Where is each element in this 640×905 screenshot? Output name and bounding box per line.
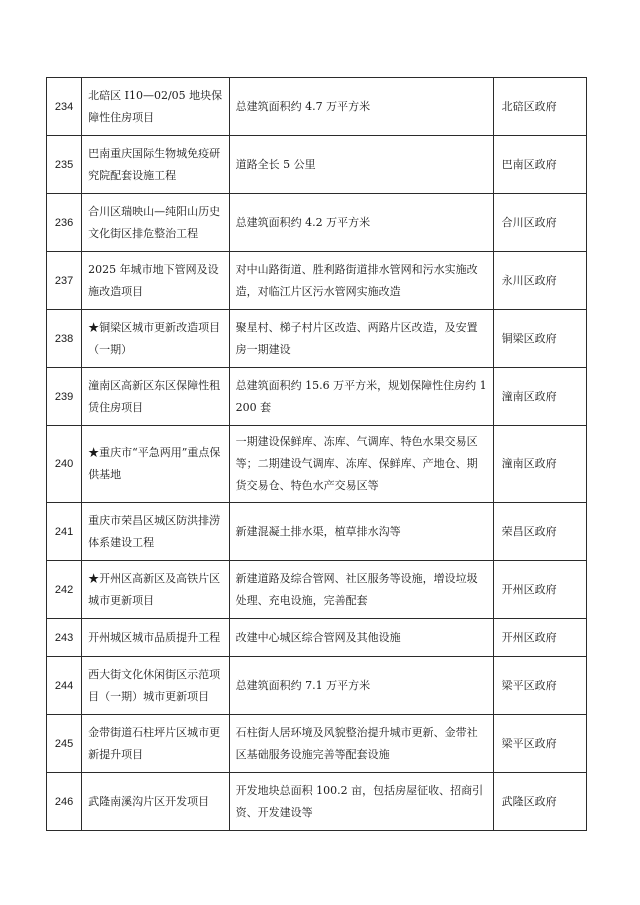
responsible-unit: 梁平区政府 [493,715,586,773]
project-name: 重庆市荣昌区城区防洪排涝体系建设工程 [82,503,230,561]
row-number: 242 [47,561,82,619]
table-row [47,715,587,773]
project-name: 北碚区 I10—02/05 地块保障性住房项目 [82,78,230,136]
table-row [47,503,587,561]
project-name: 武隆南溪沟片区开发项目 [82,773,230,831]
project-content: 对中山路街道、胜利路街道排水管网和污水实施改造，对临江片区污水管网实施改造 [229,252,493,310]
project-content: 新建道路及综合管网、社区服务等设施，增设垃圾处理、充电设施，完善配套 [229,561,493,619]
project-content: 道路全长 5 公里 [229,136,493,194]
responsible-unit: 潼南区政府 [493,368,586,426]
responsible-unit: 巴南区政府 [493,136,586,194]
row-number: 239 [47,368,82,426]
row-number: 237 [47,252,82,310]
row-number: 244 [47,657,82,715]
project-table [46,77,587,831]
project-name: 金带街道石柱坪片区城市更新提升项目 [82,715,230,773]
row-number: 238 [47,310,82,368]
project-name: 合川区瑞映山—纯阳山历史文化街区排危整治工程 [82,194,230,252]
row-number: 235 [47,136,82,194]
responsible-unit: 荣昌区政府 [493,503,586,561]
project-content: 总建筑面积约 4.7 万平方米 [229,78,493,136]
table-row [47,773,587,831]
responsible-unit: 永川区政府 [493,252,586,310]
table-row [47,78,587,136]
project-name: ★重庆市“平急两用”重点保供基地 [82,426,230,503]
responsible-unit: 潼南区政府 [493,426,586,503]
project-content: 总建筑面积约 4.2 万平方米 [229,194,493,252]
project-name: 西大街文化休闲街区示范项目（一期）城市更新项目 [82,657,230,715]
table-row [47,136,587,194]
responsible-unit: 梁平区政府 [493,657,586,715]
responsible-unit: 铜梁区政府 [493,310,586,368]
responsible-unit: 武隆区政府 [493,773,586,831]
row-number: 246 [47,773,82,831]
project-content: 总建筑面积约 7.1 万平方米 [229,657,493,715]
row-number: 236 [47,194,82,252]
table-row [47,619,587,657]
table-row [47,561,587,619]
project-name: ★开州区高新区及高铁片区城市更新项目 [82,561,230,619]
project-content: 石柱街人居环境及风貌整治提升城市更新、金带社区基础服务设施完善等配套设施 [229,715,493,773]
table-row [47,194,587,252]
project-name: 开州城区城市品质提升工程 [82,619,230,657]
table-row [47,426,587,503]
responsible-unit: 开州区政府 [493,619,586,657]
project-content: 一期建设保鲜库、冻库、气调库、特色水果交易区等；二期建设气调库、冻库、保鲜库、产地仓、期货交易仓、特色水产交易区等 [229,426,493,503]
row-number: 240 [47,426,82,503]
project-name: 2025 年城市地下管网及设施改造项目 [82,252,230,310]
project-content: 开发地块总面积 100.2 亩，包括房屋征收、招商引资、开发建设等 [229,773,493,831]
table-row [47,252,587,310]
row-number: 241 [47,503,82,561]
project-content: 新建混凝土排水渠，植草排水沟等 [229,503,493,561]
table-row [47,657,587,715]
project-name: ★铜梁区城市更新改造项目（一期） [82,310,230,368]
table-row [47,368,587,426]
row-number: 234 [47,78,82,136]
project-content: 聚星村、梯子村片区改造、两路片区改造，及安置房一期建设 [229,310,493,368]
responsible-unit: 北碚区政府 [493,78,586,136]
responsible-unit: 开州区政府 [493,561,586,619]
table-row [47,310,587,368]
responsible-unit: 合川区政府 [493,194,586,252]
project-content: 总建筑面积约 15.6 万平方米，规划保障性住房约 1200 套 [229,368,493,426]
project-name: 潼南区高新区东区保障性租赁住房项目 [82,368,230,426]
row-number: 245 [47,715,82,773]
project-name: 巴南重庆国际生物城免疫研究院配套设施工程 [82,136,230,194]
project-content: 改建中心城区综合管网及其他设施 [229,619,493,657]
row-number: 243 [47,619,82,657]
